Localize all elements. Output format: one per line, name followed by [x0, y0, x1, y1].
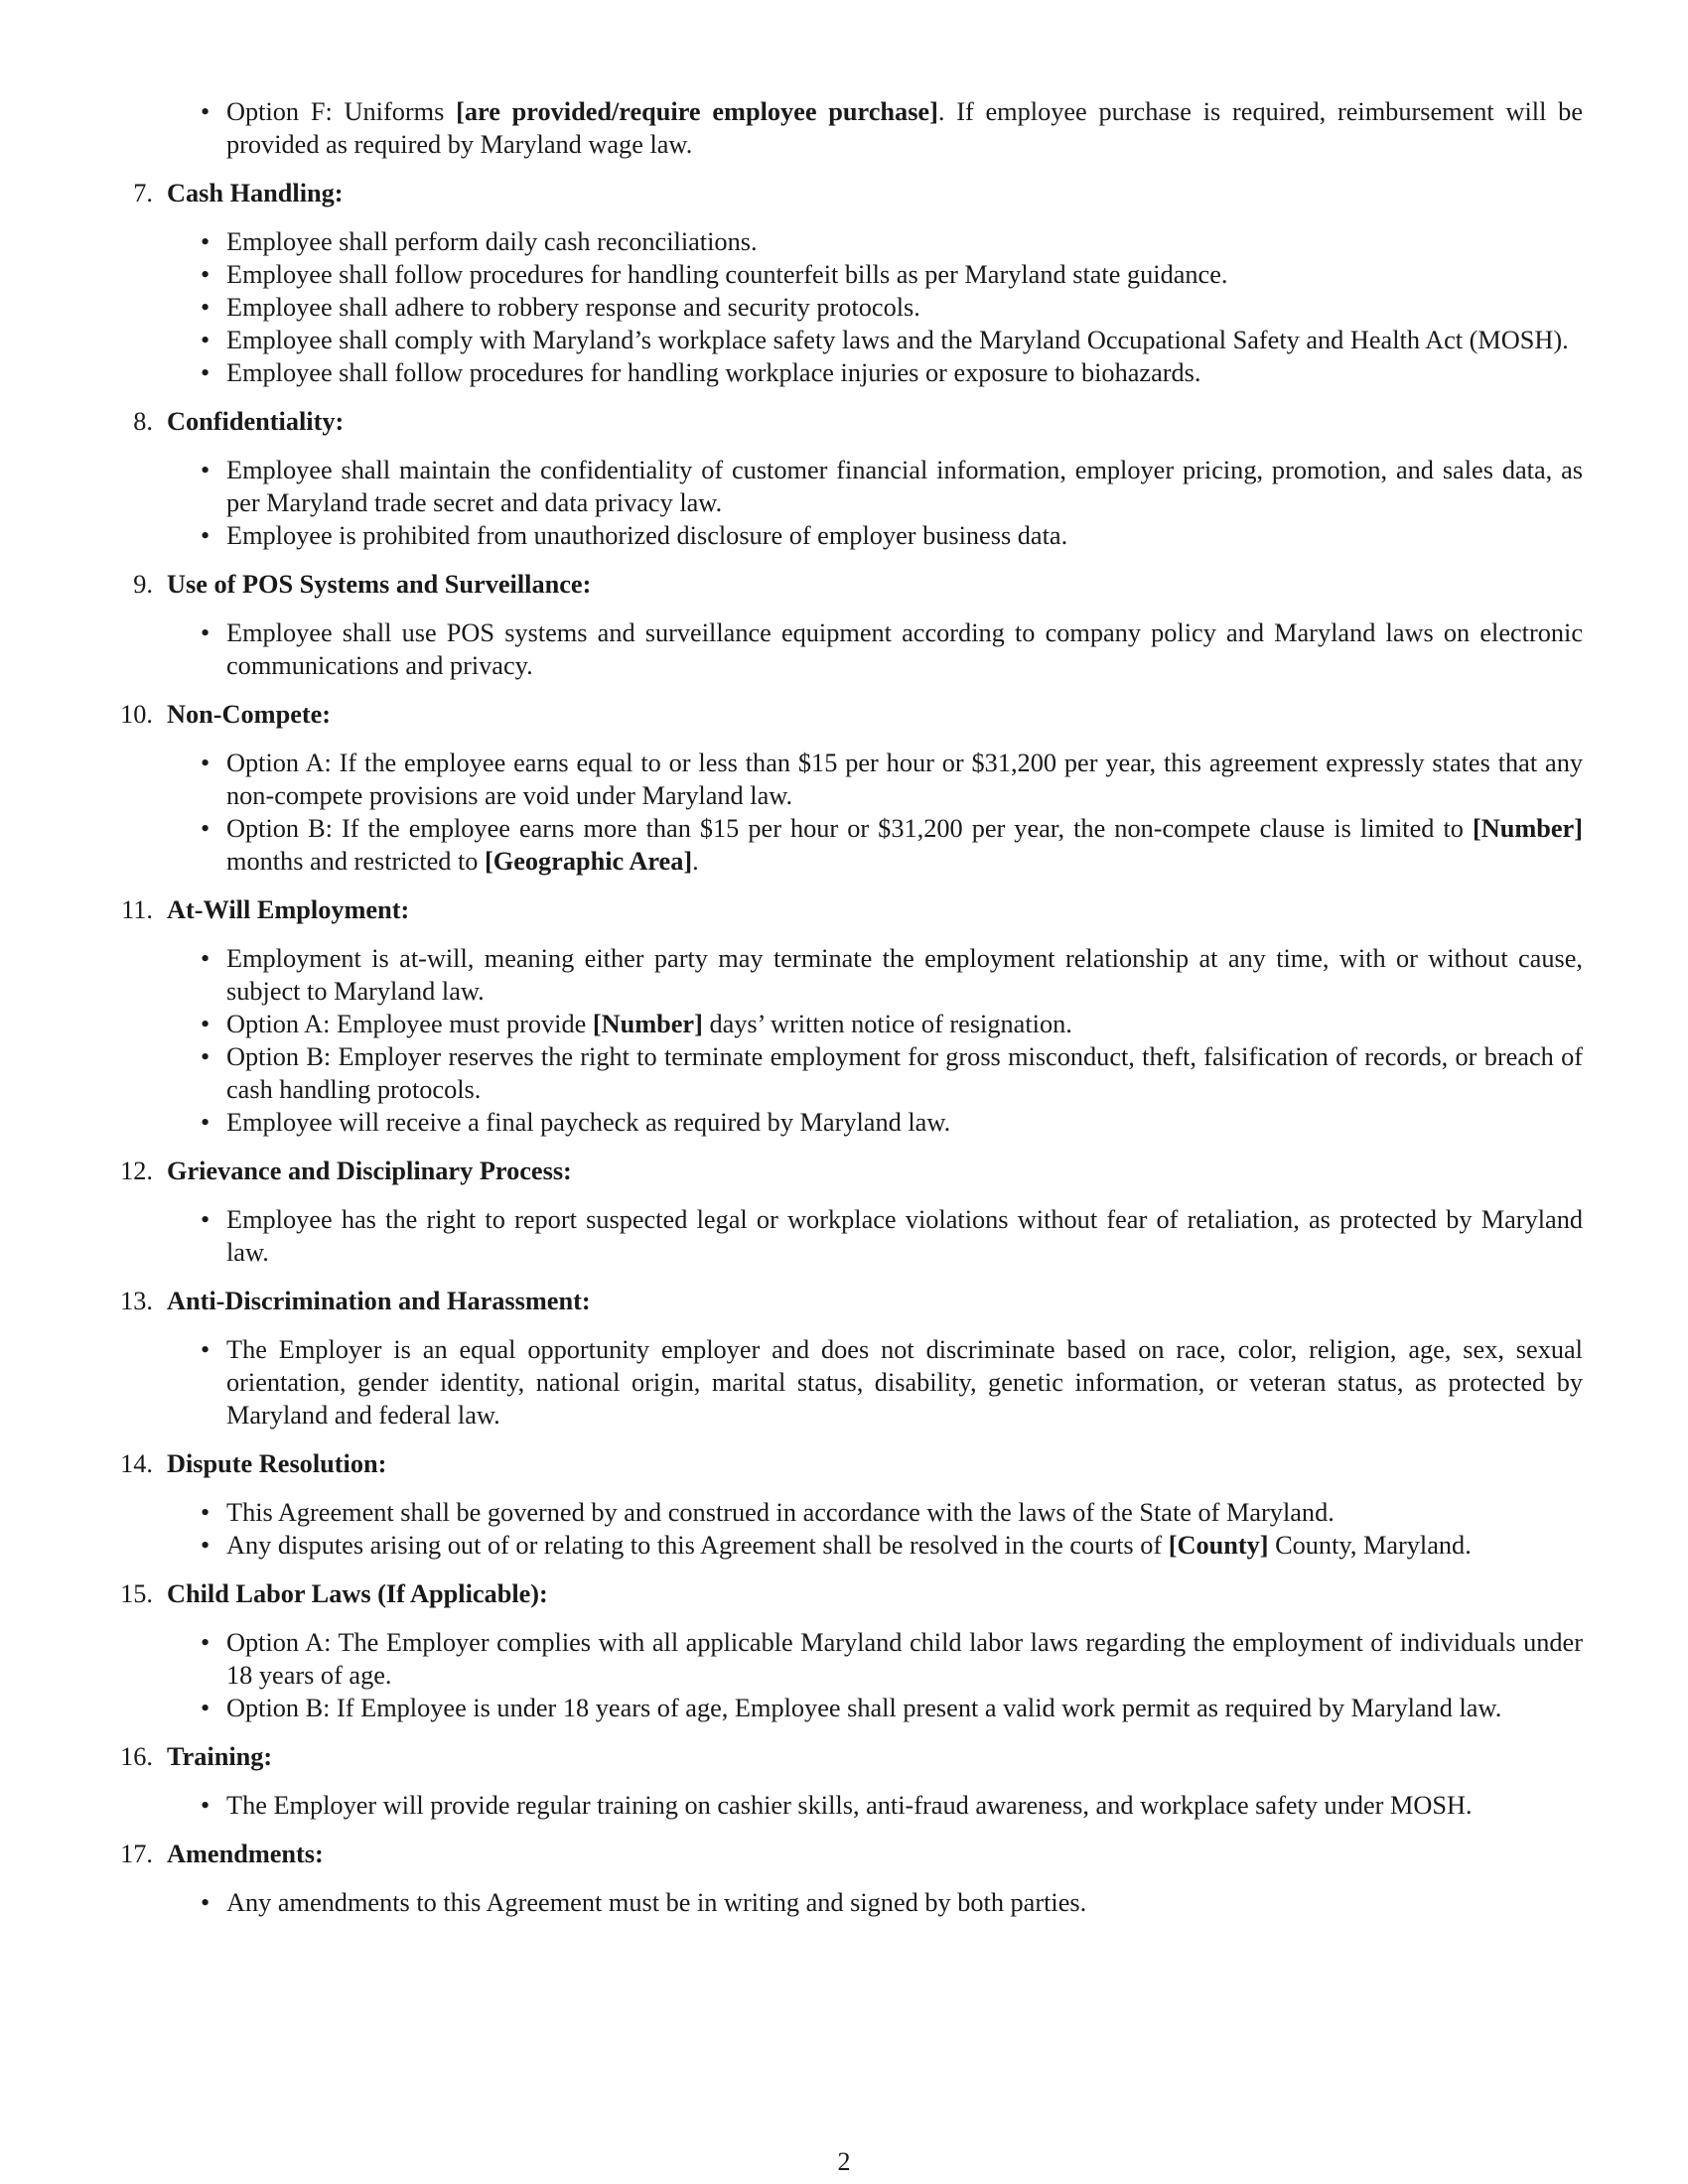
- bullet-item: [226, 1626, 1583, 1692]
- section-title: Non-Compete:: [167, 700, 332, 729]
- section: [0, 698, 1688, 878]
- section-title: Cash Handling:: [167, 179, 344, 207]
- text-run: Any disputes arising out of or relating to this Agreement shall be resolved in the courts of: [226, 1531, 1169, 1560]
- text-run: Employee shall use POS systems and surveillance equipment according to company policy and Maryland laws on electronic communications and privacy.: [226, 618, 1583, 680]
- text-run: Option A: If the employee earns equal to or less than $15 per hour or $31,200 per year, this agreement expressly states that any non-compete provisions are void under Maryland law.: [226, 749, 1583, 810]
- section-number: 14.: [120, 1449, 153, 1478]
- section-title: Amendments:: [167, 1840, 324, 1868]
- text-run: The Employer will provide regular training on cashier skills, anti-fraud awareness, and workplace safety under MOSH.: [226, 1791, 1473, 1820]
- section: [0, 1740, 1688, 1822]
- placeholder-field: [Number]: [592, 1010, 703, 1038]
- text-run: Option F: Uniforms: [226, 97, 457, 126]
- section-number: 11.: [121, 895, 153, 924]
- section-heading: [0, 405, 1688, 438]
- bullet-list: [0, 747, 1688, 878]
- bullet-item: [226, 258, 1583, 291]
- section-number: 7.: [133, 179, 153, 207]
- text-run: days’ written notice of resignation.: [702, 1010, 1072, 1038]
- section-heading: [0, 1155, 1688, 1187]
- text-run: Option A: The Employer complies with all applicable Maryland child labor laws regarding the employment of individuals under 18 years of age.: [226, 1628, 1583, 1690]
- text-run: Employment is at-will, meaning either party may terminate the employment relationship at any time, with or without cause, subject to Maryland law.: [226, 944, 1583, 1006]
- text-run: months and restricted to: [226, 847, 485, 876]
- text-run: Employee shall follow procedures for handling counterfeit bills as per Maryland state guidance.: [226, 260, 1228, 289]
- section-number: 8.: [133, 407, 153, 436]
- bullet-item: [226, 1496, 1583, 1529]
- bullet-item: [226, 1106, 1583, 1139]
- bullet-item: [226, 616, 1583, 682]
- section-title: Use of POS Systems and Surveillance:: [167, 570, 592, 599]
- bullet-list: [0, 1203, 1688, 1269]
- section-heading: [0, 1285, 1688, 1317]
- section: [0, 1838, 1688, 1919]
- bullet-list: [0, 454, 1688, 552]
- section: [0, 1577, 1688, 1724]
- text-run: Employee shall follow procedures for handling workplace injuries or exposure to biohazards.: [226, 358, 1201, 387]
- text-run: This Agreement shall be governed by and construed in accordance with the laws of the State of Maryland.: [226, 1498, 1335, 1527]
- text-run: Employee has the right to report suspected legal or workplace violations without fear of retaliation, as protected by Maryland law.: [226, 1205, 1583, 1267]
- section-heading: [0, 893, 1688, 926]
- bullet-item: [226, 747, 1583, 812]
- section-heading: [0, 698, 1688, 731]
- section-title: Training:: [167, 1742, 273, 1771]
- bullet-item: [226, 356, 1583, 389]
- bullet-list: [0, 225, 1688, 389]
- section-heading: [0, 1838, 1688, 1870]
- text-run: Option B: Employer reserves the right to terminate employment for gross misconduct, theft, falsification of records, or breach of cash handling protocols.: [226, 1042, 1583, 1104]
- section-heading: [0, 1447, 1688, 1480]
- bullet-item: [226, 942, 1583, 1008]
- bullet-list: [0, 1886, 1688, 1919]
- text-run: Option A: Employee must provide: [226, 1010, 593, 1038]
- section: [0, 1447, 1688, 1562]
- text-run: Employee shall comply with Maryland’s workplace safety laws and the Maryland Occupational Safety and Health Act (MOSH).: [226, 326, 1569, 354]
- section-number: 17.: [120, 1840, 153, 1868]
- bullet-list: [0, 1496, 1688, 1562]
- bullet-item: [226, 95, 1583, 161]
- page-number: 2: [837, 2147, 851, 2176]
- placeholder-field: [Geographic Area]: [485, 847, 693, 876]
- text-run: Option B: If the employee earns more than $15 per hour or $31,200 per year, the non-compete clause is limited to: [226, 814, 1473, 843]
- text-run: The Employer is an equal opportunity employer and does not discriminate based on race, color, religion, age, sex, sexual orientation, gender identity, national origin, marital status, disability, genetic information, or veteran status, as protected by Maryland and federal law.: [226, 1335, 1583, 1430]
- bullet-item: [226, 1886, 1583, 1919]
- section-title: Confidentiality:: [167, 407, 345, 436]
- placeholder-field: [are provided/require employee purchase]: [456, 97, 938, 126]
- sections-list: [0, 177, 1688, 1919]
- section-number: 10.: [120, 700, 153, 729]
- bullet-list: [0, 616, 1688, 682]
- bullet-list: [0, 1626, 1688, 1724]
- bullet-item: [226, 812, 1583, 878]
- bullet-list: [0, 1789, 1688, 1822]
- text-run: Employee shall adhere to robbery response and security protocols.: [226, 293, 920, 322]
- bullet-item: [226, 454, 1583, 519]
- text-run: Option B: If Employee is under 18 years of age, Employee shall present a valid work permit as required by Maryland law.: [226, 1694, 1502, 1722]
- section: [0, 1285, 1688, 1432]
- text-run: Employee is prohibited from unauthorized disclosure of employer business data.: [226, 521, 1068, 550]
- text-run: County, Maryland.: [1268, 1531, 1472, 1560]
- section: [0, 568, 1688, 682]
- bullet-item: [226, 1203, 1583, 1269]
- section-heading: [0, 1740, 1688, 1773]
- section-title: Dispute Resolution:: [167, 1449, 387, 1478]
- continued-bullet-list: [0, 95, 1688, 161]
- bullet-item: [226, 1008, 1583, 1040]
- section-title: Anti-Discrimination and Harassment:: [167, 1287, 591, 1315]
- section-heading: [0, 568, 1688, 601]
- text-run: . If employee purchase is required, reimbursement will be provided as required by Maryland wage law.: [226, 97, 1583, 159]
- bullet-list: [0, 1333, 1688, 1432]
- section-heading: [0, 177, 1688, 209]
- section-title: Grievance and Disciplinary Process:: [167, 1157, 572, 1185]
- section-number: 12.: [120, 1157, 153, 1185]
- bullet-item: [226, 291, 1583, 324]
- placeholder-field: [County]: [1168, 1531, 1269, 1560]
- bullet-item: [226, 1789, 1583, 1822]
- section-heading: [0, 1577, 1688, 1610]
- section-number: 13.: [120, 1287, 153, 1315]
- section-number: 16.: [120, 1742, 153, 1771]
- section-title: Child Labor Laws (If Applicable):: [167, 1579, 548, 1608]
- bullet-item: [226, 1333, 1583, 1432]
- bullet-item: [226, 225, 1583, 258]
- placeholder-field: [Number]: [1472, 814, 1583, 843]
- text-run: Employee will receive a final paycheck as required by Maryland law.: [226, 1108, 951, 1137]
- document-body: [0, 95, 1688, 1919]
- bullet-item: [226, 1040, 1583, 1106]
- bullet-item: [226, 1692, 1583, 1724]
- section-number: 9.: [133, 570, 153, 599]
- section: [0, 405, 1688, 552]
- bullet-list: [0, 942, 1688, 1139]
- section-number: 15.: [120, 1579, 153, 1608]
- section-title: At-Will Employment:: [167, 895, 410, 924]
- text-run: Any amendments to this Agreement must be in writing and signed by both parties.: [226, 1888, 1087, 1917]
- section: [0, 893, 1688, 1139]
- bullet-item: [226, 519, 1583, 552]
- text-run: Employee shall maintain the confidentiality of customer financial information, employer pricing, promotion, and sales data, as per Maryland trade secret and data privacy law.: [226, 456, 1583, 517]
- section: [0, 1155, 1688, 1269]
- text-run: .: [692, 847, 699, 876]
- bullet-item: [226, 324, 1583, 356]
- bullet-item: [226, 1529, 1583, 1562]
- section: [0, 177, 1688, 389]
- text-run: Employee shall perform daily cash reconciliations.: [226, 227, 758, 256]
